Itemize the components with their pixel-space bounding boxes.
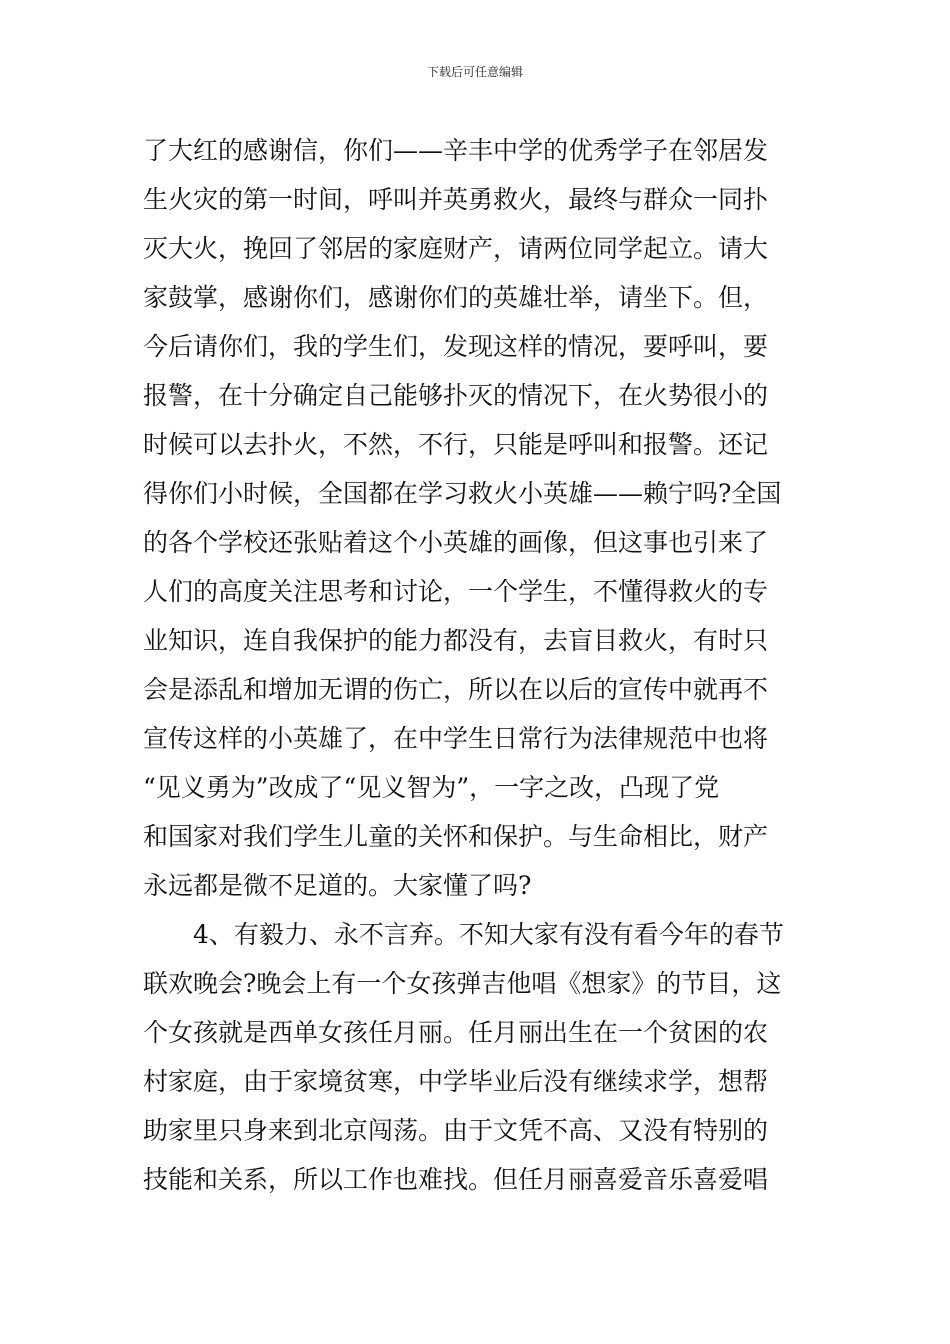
text-line: 报警，在十分确定自己能够扑灭的情况下，在火势很小的 xyxy=(143,381,769,410)
text-line: 联欢晚会?晚会上有一个女孩弹吉他唱《想家》的节目，这 xyxy=(143,969,782,998)
text-line: 今后请你们，我的学生们，发现这样的情况，要呼叫，要 xyxy=(143,332,769,361)
document-body xyxy=(143,126,813,1204)
page-header-note: 下载后可任意编辑 xyxy=(426,65,523,79)
paragraph-start-line: 4、有毅力、永不言弃。不知大家有没有看今年的春节 xyxy=(193,920,784,949)
text-line: 村家庭，由于家境贫寒，中学毕业后没有继续求学，想帮 xyxy=(143,1067,769,1096)
text-line: 时候可以去扑火，不然，不行，只能是呼叫和报警。还记 xyxy=(143,430,769,459)
text-line: 家鼓掌，感谢你们，感谢你们的英雄壮举，请坐下。但， xyxy=(143,283,769,312)
text-line: 业知识，连自我保护的能力都没有，去盲目救火，有时只 xyxy=(143,626,769,655)
text-line: 助家里只身来到北京闯荡。由于文凭不高、又没有特别的 xyxy=(143,1116,769,1145)
text-line: “见义勇为”改成了“见义智为”，一字之改，凸现了党 xyxy=(143,773,720,802)
text-line: 生火灾的第一时间，呼叫并英勇救火，最终与群众一同扑 xyxy=(143,185,769,214)
text-line: 会是添乱和增加无谓的伤亡，所以在以后的宣传中就再不 xyxy=(143,675,769,704)
text-line: 个女孩就是西单女孩任月丽。任月丽出生在一个贫困的农 xyxy=(143,1018,769,1047)
text-line: 永远都是微不足道的。大家懂了吗? xyxy=(143,871,532,900)
text-line: 技能和关系，所以工作也难找。但任月丽喜爱音乐喜爱唱 xyxy=(143,1165,769,1194)
text-line: 灭大火，挽回了邻居的家庭财产，请两位同学起立。请大 xyxy=(143,234,769,263)
text-line: 了大红的感谢信，你们——辛丰中学的优秀学子在邻居发 xyxy=(143,136,769,165)
text-line: 宣传这样的小英雄了，在中学生日常行为法律规范中也将 xyxy=(143,724,769,753)
text-line: 人们的高度关注思考和讨论，一个学生，不懂得救火的专 xyxy=(143,577,769,606)
text-line: 的各个学校还张贴着这个小英雄的画像，但这事也引来了 xyxy=(143,528,769,557)
text-line: 和国家对我们学生儿童的关怀和保护。与生命相比，财产 xyxy=(143,822,769,851)
text-line: 得你们小时候，全国都在学习救火小英雄——赖宁吗?全国 xyxy=(143,479,782,508)
